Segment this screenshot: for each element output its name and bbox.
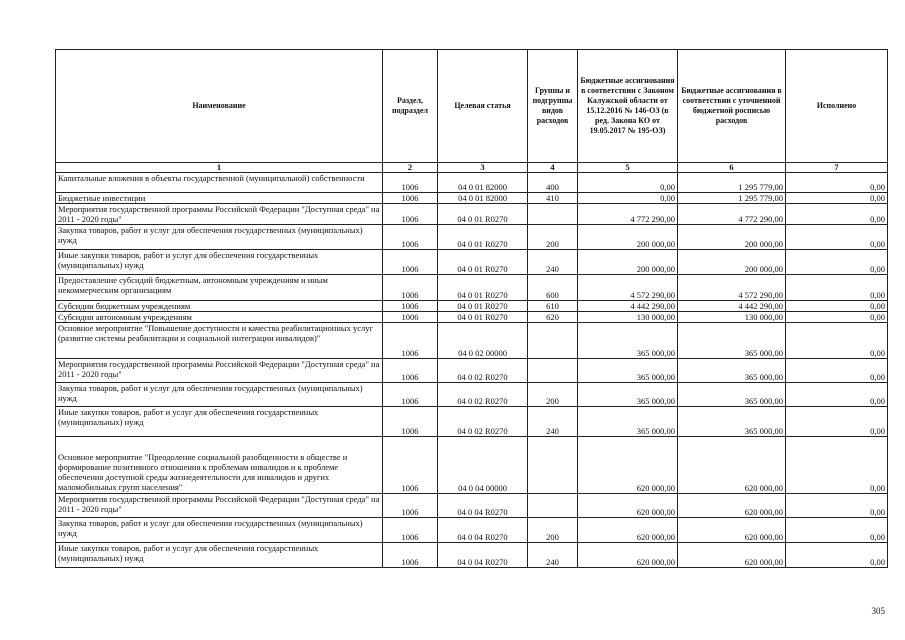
row-refined-allocation: 130 000,00 (678, 312, 786, 323)
row-group: 240 (528, 250, 578, 275)
col-header-refined-allocation: Бюджетные ассигнования в соответствии с уточненной бюджетной росписью расходов (678, 50, 786, 163)
row-target: 04 0 01 82000 (438, 173, 528, 193)
row-law-allocation: 620 000,00 (578, 494, 678, 518)
row-law-allocation: 620 000,00 (578, 543, 678, 568)
row-refined-allocation: 4 572 290,00 (678, 275, 786, 301)
col-header-name: Наименование (56, 50, 383, 163)
col-header-target: Целевая статья (438, 50, 528, 163)
row-target: 04 0 04 R0270 (438, 518, 528, 543)
row-section: 1006 (383, 518, 438, 543)
row-name: Основное мероприятие "Преодоление социальной разобщенности в обществе и формирование позитивного отношения к проблемам инвалидов и к проблеме обеспечения доступной среды жизнедеятельности для инвалидов и других маломобильных групп населения" (56, 437, 383, 494)
row-name: Субсидии бюджетным учреждениям (56, 301, 383, 312)
row-law-allocation: 365 000,00 (578, 323, 678, 359)
budget-table (55, 49, 888, 568)
row-executed: 0,00 (786, 250, 888, 275)
row-law-allocation: 620 000,00 (578, 518, 678, 543)
row-target: 04 0 04 R0270 (438, 543, 528, 568)
row-law-allocation: 0,00 (578, 173, 678, 193)
col-header-group: Группы и подгруппы видов расходов (528, 50, 578, 163)
row-target: 04 0 02 R0270 (438, 383, 528, 407)
row-name: Субсидии автономным учреждениям (56, 312, 383, 323)
row-target: 04 0 02 00000 (438, 323, 528, 359)
row-law-allocation: 4 572 290,00 (578, 275, 678, 301)
row-section: 1006 (383, 494, 438, 518)
row-refined-allocation: 4 442 290,00 (678, 301, 786, 312)
row-section: 1006 (383, 204, 438, 225)
row-name: Иные закупки товаров, работ и услуг для обеспечения государственных (муниципальных) нужд (56, 543, 383, 568)
page-number: 305 (871, 606, 885, 616)
row-name: Закупка товаров, работ и услуг для обеспечения государственных (муниципальных) нужд (56, 518, 383, 543)
row-refined-allocation: 200 000,00 (678, 250, 786, 275)
row-name: Иные закупки товаров, работ и услуг для обеспечения государственных (муниципальных) нужд (56, 250, 383, 275)
row-section: 1006 (383, 193, 438, 204)
row-executed: 0,00 (786, 301, 888, 312)
table-row (56, 437, 888, 494)
table-row (56, 225, 888, 250)
row-name: Закупка товаров, работ и услуг для обеспечения государственных (муниципальных) нужд (56, 383, 383, 407)
row-section: 1006 (383, 407, 438, 437)
row-refined-allocation: 4 772 290,00 (678, 204, 786, 225)
row-group: 610 (528, 301, 578, 312)
row-refined-allocation: 1 295 779,00 (678, 193, 786, 204)
table-row (56, 204, 888, 225)
row-law-allocation: 130 000,00 (578, 312, 678, 323)
row-target: 04 0 02 R0270 (438, 407, 528, 437)
table-row (56, 359, 888, 383)
row-target: 04 0 01 R0270 (438, 250, 528, 275)
table-row (56, 323, 888, 359)
row-refined-allocation: 365 000,00 (678, 359, 786, 383)
table-row (56, 543, 888, 568)
table-body (56, 173, 888, 568)
table-row (56, 275, 888, 301)
table-row (56, 407, 888, 437)
row-refined-allocation: 200 000,00 (678, 225, 786, 250)
row-section: 1006 (383, 275, 438, 301)
row-executed: 0,00 (786, 359, 888, 383)
row-section: 1006 (383, 225, 438, 250)
row-executed: 0,00 (786, 543, 888, 568)
col-number: 3 (438, 163, 528, 173)
row-target: 04 0 01 R0270 (438, 312, 528, 323)
row-refined-allocation: 1 295 779,00 (678, 173, 786, 193)
row-section: 1006 (383, 437, 438, 494)
row-law-allocation: 200 000,00 (578, 225, 678, 250)
row-refined-allocation: 620 000,00 (678, 518, 786, 543)
row-executed: 0,00 (786, 437, 888, 494)
row-refined-allocation: 365 000,00 (678, 383, 786, 407)
col-number: 1 (56, 163, 383, 173)
row-law-allocation: 620 000,00 (578, 437, 678, 494)
table-row (56, 518, 888, 543)
row-target: 04 0 01 82000 (438, 193, 528, 204)
row-executed: 0,00 (786, 312, 888, 323)
header-row (56, 50, 888, 163)
row-name: Капитальные вложения в объекты государственной (муниципальной) собственности (56, 173, 383, 193)
row-law-allocation: 365 000,00 (578, 359, 678, 383)
table-row (56, 301, 888, 312)
row-target: 04 0 01 R0270 (438, 275, 528, 301)
row-executed: 0,00 (786, 193, 888, 204)
row-refined-allocation: 620 000,00 (678, 494, 786, 518)
row-name: Мероприятия государственной программы Российской Федерации "Доступная среда" на 2011 - 2020 годы" (56, 494, 383, 518)
row-section: 1006 (383, 359, 438, 383)
row-section: 1006 (383, 543, 438, 568)
row-executed: 0,00 (786, 323, 888, 359)
row-group: 240 (528, 543, 578, 568)
table-row (56, 250, 888, 275)
col-number: 2 (383, 163, 438, 173)
row-group: 200 (528, 383, 578, 407)
row-group: 600 (528, 275, 578, 301)
table-row (56, 383, 888, 407)
row-name: Мероприятия государственной программы Российской Федерации "Доступная среда" на 2011 - 2020 годы" (56, 204, 383, 225)
col-header-law-allocation: Бюджетные ассигнования в соответствии с Законом Калужской области от 15.12.2016 № 146-ОЗ (в ред. Закона КО от 19.05.2017 № 195-ОЗ) (578, 50, 678, 163)
row-executed: 0,00 (786, 494, 888, 518)
row-target: 04 0 02 R0270 (438, 359, 528, 383)
row-executed: 0,00 (786, 173, 888, 193)
row-group (528, 359, 578, 383)
row-refined-allocation: 365 000,00 (678, 407, 786, 437)
row-group: 410 (528, 193, 578, 204)
row-executed: 0,00 (786, 518, 888, 543)
row-name: Бюджетные инвестиции (56, 193, 383, 204)
row-target: 04 0 01 R0270 (438, 225, 528, 250)
row-group (528, 437, 578, 494)
row-target: 04 0 01 R0270 (438, 204, 528, 225)
row-law-allocation: 0,00 (578, 193, 678, 204)
row-name: Закупка товаров, работ и услуг для обеспечения государственных (муниципальных) нужд (56, 225, 383, 250)
col-number: 6 (678, 163, 786, 173)
row-refined-allocation: 620 000,00 (678, 437, 786, 494)
row-section: 1006 (383, 301, 438, 312)
row-target: 04 0 04 00000 (438, 437, 528, 494)
row-section: 1006 (383, 323, 438, 359)
row-refined-allocation: 365 000,00 (678, 323, 786, 359)
row-executed: 0,00 (786, 383, 888, 407)
row-target: 04 0 04 R0270 (438, 494, 528, 518)
row-group (528, 323, 578, 359)
row-target: 04 0 01 R0270 (438, 301, 528, 312)
col-number: 5 (578, 163, 678, 173)
table-row (56, 193, 888, 204)
row-group (528, 204, 578, 225)
column-number-row (56, 163, 888, 173)
col-number: 7 (786, 163, 888, 173)
row-law-allocation: 4 772 290,00 (578, 204, 678, 225)
col-header-executed: Исполнено (786, 50, 888, 163)
row-section: 1006 (383, 383, 438, 407)
row-executed: 0,00 (786, 204, 888, 225)
row-group: 200 (528, 518, 578, 543)
row-executed: 0,00 (786, 407, 888, 437)
row-group: 240 (528, 407, 578, 437)
row-name: Предоставление субсидий бюджетным, автономным учреждениям и иным некоммерческим организациям (56, 275, 383, 301)
row-name: Основное мероприятие "Повышение доступности и качества реабилитационных услуг (развитие системы реабилитации и социальной интеграции инвалидов)" (56, 323, 383, 359)
table-row (56, 173, 888, 193)
row-law-allocation: 365 000,00 (578, 383, 678, 407)
row-executed: 0,00 (786, 225, 888, 250)
row-refined-allocation: 620 000,00 (678, 543, 786, 568)
row-group (528, 494, 578, 518)
col-header-section: Раздел, подраздел (383, 50, 438, 163)
row-group: 200 (528, 225, 578, 250)
row-group: 400 (528, 173, 578, 193)
row-law-allocation: 365 000,00 (578, 407, 678, 437)
row-section: 1006 (383, 173, 438, 193)
row-name: Мероприятия государственной программы Российской Федерации "Доступная среда" на 2011 - 2020 годы" (56, 359, 383, 383)
col-number: 4 (528, 163, 578, 173)
row-section: 1006 (383, 250, 438, 275)
row-law-allocation: 4 442 290,00 (578, 301, 678, 312)
row-section: 1006 (383, 312, 438, 323)
row-group: 620 (528, 312, 578, 323)
row-law-allocation: 200 000,00 (578, 250, 678, 275)
table-row (56, 312, 888, 323)
table-row (56, 494, 888, 518)
row-executed: 0,00 (786, 275, 888, 301)
row-name: Иные закупки товаров, работ и услуг для обеспечения государственных (муниципальных) нужд (56, 407, 383, 437)
